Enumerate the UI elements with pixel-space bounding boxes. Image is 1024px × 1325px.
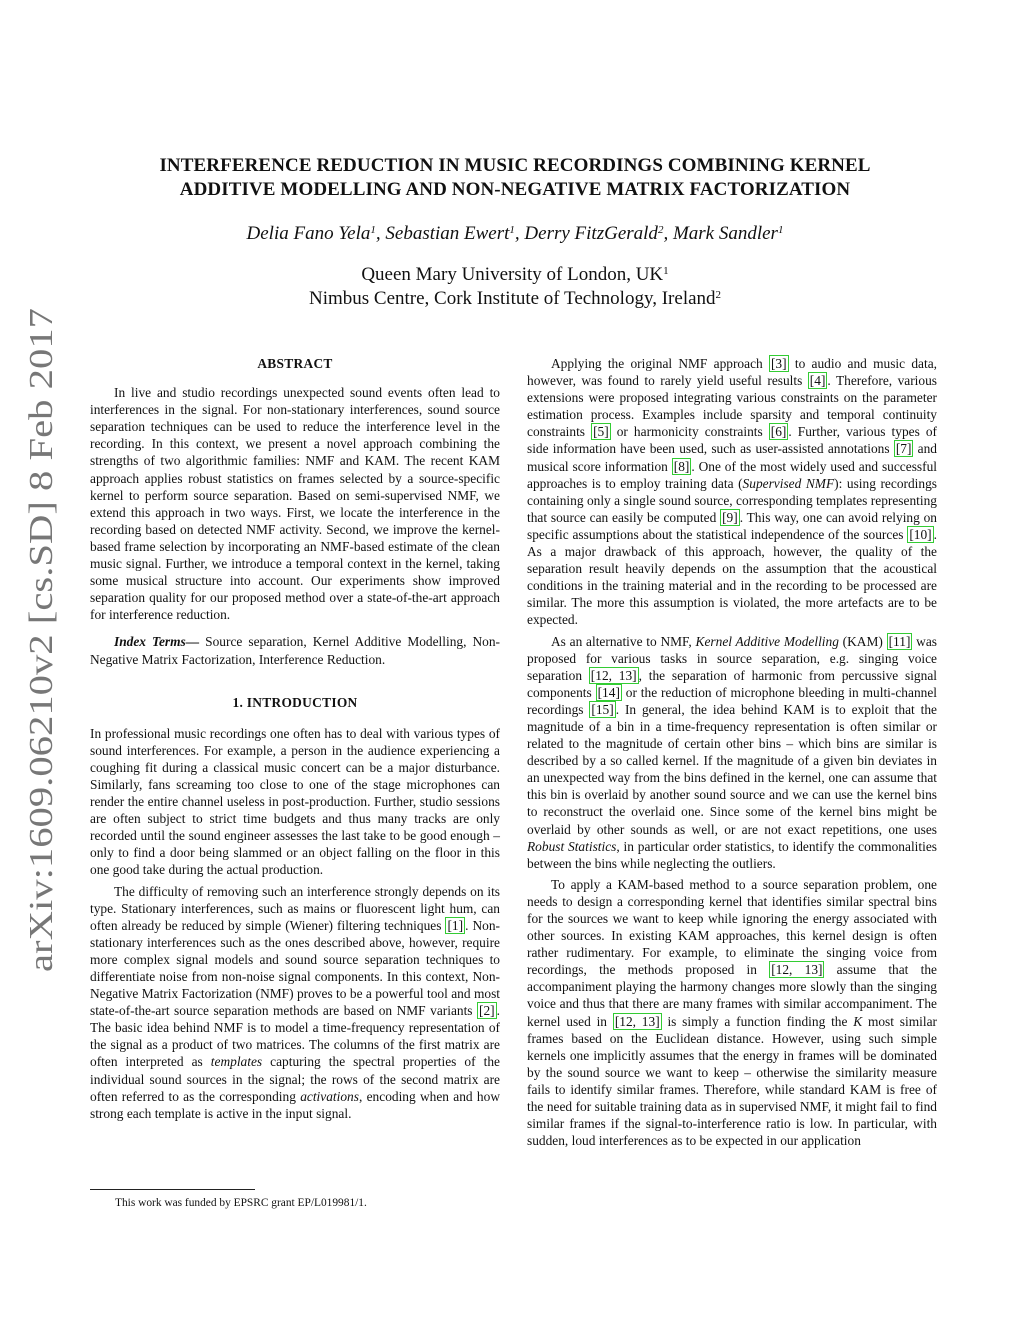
author-name: Sebastian Ewert	[385, 223, 510, 244]
right-paragraph-3: To apply a KAM-based method to a source separation problem, one needs to design a corresponding kernel that identifies similar spectral bins for the sources we want to keep while ignoring the energy associated with other sources. In existing KAM approaches, this kernel design is often rather rudimentary. For example, to eliminate the singing voice from recordings, the methods proposed in [12, 13] assume that the accompaniment playing the harmony changes more slowly than the singing voice and thus that there are many frames with similar accompaniment. The kernel used in [12, 13] is simply a function finding the K most similar frames based on the Euclidean distance. However, using such simple kernels one implicitly assumes that the energy in frames will be dominated by the sound source we want to keep – otherwise the similarity measure fails to identify similar frames. Therefore, while standard KAM is free of the need for suitable training data as in supervised NMF, it might fail to find similar frames if the signal-to-interference ratio is low. In particular, with sudden, loud interferences as to be expected in our application	[527, 876, 937, 1149]
title-line-2: ADDITIVE MODELLING AND NON-NEGATIVE MATRIX FACTORIZATION	[179, 179, 851, 200]
index-terms	[90, 633, 500, 667]
title-line-1: INTERFERENCE REDUCTION IN MUSIC RECORDINGS COMBINING KERNEL	[159, 155, 871, 176]
author-name: Mark Sandler	[672, 223, 778, 244]
left-column	[90, 355, 500, 1122]
citation-link[interactable]: [12, 13]	[590, 667, 637, 683]
citation-link[interactable]: [3]	[770, 356, 787, 371]
right-column	[527, 355, 937, 1149]
section-heading-introduction: 1. INTRODUCTION	[232, 694, 358, 710]
citation-link[interactable]: [11]	[888, 633, 911, 649]
citation-link[interactable]: [1]	[447, 917, 464, 933]
citation-link[interactable]: [9]	[722, 509, 738, 525]
index-terms-label: Index Terms—	[114, 634, 200, 650]
right-paragraph-2: As an alternative to NMF, Kernel Additive Modelling (KAM) [11] was proposed for various tasks in source separation, e.g. singing voice separation [12, 13] , the separation of harmonic from percussive signal components [14] or the reduction of microphone bleeding in multi-channel recordings [15] . In general, the idea behind KAM is to exploit that the magnitude of a bin in a time-frequency representation is often similar or related to the magnitude of certain other bins – which bins are similar is described by a so called kernel. If the magnitude of a given bin deviates in an unexpected way from the bins defined in the kernel, one can assume that this bin is overlaid by another sound source and we can use the kernel bins to reconstruct the overlaid one. Since some of the kernel bins might be overlaid by other sounds as well, or are not exact repetitions, one uses Robust Statistics, in particular order statistics, to identify the commonalities between the bins while neglecting the outliers.	[527, 633, 937, 871]
abstract-text: In live and studio recordings unexpected sound events often lead to interferences in the signal. For non-stationary interferences, sound source separation techniques can be used to reduce the interference level in the recording. In this context, we present a novel approach combining the strengths of two algorithmic families: NMF and KAM. The recent KAM approach applies robust statistics on frames selected by a source-specific kernel to perform source separation. Based on semi-supervised NMF, we extend this approach in two ways. First, we locate the interference in the recording based on detected NMF activity. Second, we improve the kernel-based frame selection by incorporating an NMF-based estimate of the clean music signal. Further, we introduce a temporal context in the kernel, taking some musical structure into account. Our experiments show improved separation quality for our proposed method over a state-of-the-art approach for interference reduction.	[90, 385, 500, 623]
author-list: Delia Fano Yela$^1$, Sebastian Ewert$^1$, Derry FitzGerald$^2$, Mark Sandler$^1$	[246, 223, 784, 244]
funding-footnote: This work was funded by EPSRC grant EP/L019981/1.	[115, 1197, 367, 1209]
citation-link[interactable]: [15]	[591, 701, 614, 717]
footnote-rule	[90, 1189, 255, 1190]
arxiv-sidebar-stamp	[8, 300, 68, 980]
intro-paragraph-1: In professional music recordings one often has to deal with various types of sound interferences. For example, a person in the audience experiencing a coughing fit during a classical music concert can be a major disturbance. Similarly, fans screaming too close to one of the stage microphones can render the entire channel useless in post-production. Further, studio sessions are often subject to strict time budgets and thus many tracks are only recorded until the sound engineer assesses the last take to be good enough – only to find a door being slammed or an object falling on the floor in this one good take during the actual production.	[90, 725, 500, 878]
affiliation: Nimbus Centre, Cork Institute of Technology, Ireland$^2$	[308, 288, 722, 309]
author-name: Derry FitzGerald	[524, 223, 658, 244]
citation-link[interactable]: [4]	[809, 373, 826, 389]
affiliations	[90, 263, 940, 311]
citation-link[interactable]: [10]	[909, 526, 932, 542]
citation-link[interactable]: [6]	[770, 424, 787, 440]
citation-link[interactable]: [12, 13]	[614, 1013, 660, 1029]
citation-link[interactable]: [12, 13]	[771, 962, 823, 978]
right-paragraph-1: Applying the original NMF approach [3] to audio and music data, however, was found to rarely yield useful results [4] . Therefore, various extensions were proposed integrating various constraints on the parameter estimation process. Examples include sparsity and temporal continuity constraints [5] or harmonicity constraints [6] . Further, various types of side information have been used, such as user-assisted annotations [7] and musical score information [8] . One of the most widely used and successful approaches is to employ training data (Supervised NMF): using recordings containing only a single sound source, corresponding templates representing that source can easily be computed [9] . This way, one can avoid relying on specific assumptions about the statistical independence of the sources [10] . As a major drawback of this approach, however, the quality of the separation result heavily depends on the assumption that the acoustical conditions in the training material and in the recording to be processed are similar. The more this assumption is violated, the more artefacts are to be expected.	[527, 356, 937, 628]
citation-link[interactable]: [2]	[479, 1003, 495, 1019]
paper-title	[90, 154, 940, 202]
citation-link[interactable]: [14]	[597, 684, 620, 700]
abstract-heading: ABSTRACT	[257, 356, 333, 371]
index-terms-text: Source separation, Kernel Additive Modelling, Non-Negative Matrix Factorization, Interference Reduction.	[90, 634, 500, 667]
citation-link[interactable]: [5]	[593, 424, 609, 440]
author-name: Delia Fano Yela	[246, 223, 371, 244]
arxiv-id: arXiv:1609.06210v2 [cs.SD] 8 Feb 2017	[23, 416, 60, 972]
affiliation: Queen Mary University of London, $UK^1$	[361, 264, 669, 285]
intro-paragraph-2: The difficulty of removing such an interference strongly depends on its type. Stationary interferences, such as mains or fluorescent light hum, can often already be reduced by simple (Wiener) filtering techniques [1] . Non-stationary interferences such as the ones described above, however, require more complex signal models and sound source separation techniques to differentiate noise from non-noise signal components. In this context, Non-Negative Matrix Factorization (NMF) proves to be a powerful tool and most state-of-the-art source separation methods are based on NMF variants [2] . The basic idea behind NMF is to model a time-frequency representation of the signal as a product of two matrices. The columns of the first matrix are often interpreted as templates capturing the spectral properties of the individual sound sources in the signal; the rows of the second matrix are often referred to as the corresponding activations, encoding when and how strong each template is active in the input signal.	[90, 883, 500, 1121]
citation-link[interactable]: [8]	[673, 458, 690, 474]
citation-link[interactable]: [7]	[895, 441, 912, 457]
